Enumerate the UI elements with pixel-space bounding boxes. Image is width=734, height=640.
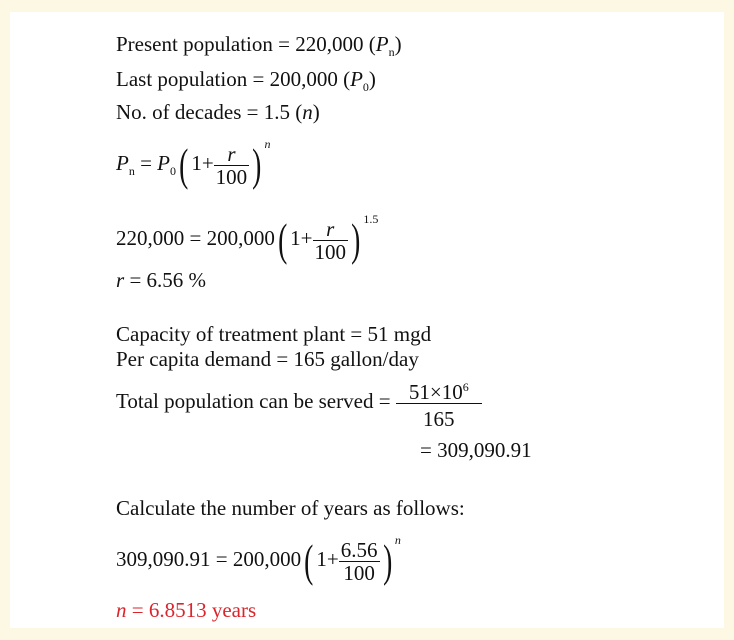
years-exponent: n: [394, 533, 401, 547]
total-population-result: = 309,090.91: [420, 438, 532, 462]
substitution-fraction: $\frac{r}{100}$: [314, 216, 347, 264]
years-fraction: $\frac{6.56}{100}$: [340, 537, 378, 585]
present-population-text: Present population = 220,000 (: [116, 32, 376, 56]
total-population-label: Total population can be served =: [116, 388, 391, 413]
formula-fraction: $\frac{r}{100}$: [215, 141, 248, 189]
formula-lhs-symbol: P: [116, 151, 129, 175]
present-population-symbol: P: [375, 32, 389, 56]
substitution-equation: 220,000 = 200,000( 1+ $\frac{r}{100}$ ) $^{1.5}$: [116, 212, 379, 266]
formula-exponent: n: [264, 137, 271, 151]
substitution-exponent: 1.5: [363, 212, 379, 226]
last-population-text: Last population = 200,000 (: [116, 67, 351, 91]
years-intro-line: Calculate the number of years as follows:: [116, 496, 465, 520]
decades-text: No. of decades = 1.5 (: [116, 100, 303, 124]
formula-lhs-subscript: n: [128, 164, 135, 178]
last-population-symbol: P: [350, 67, 363, 91]
growth-formula: $P_n = P_0$( 1+ $\frac{r}{100}$ ) $^n$: [116, 137, 271, 191]
years-answer: n = 6.8513 years: [116, 598, 257, 622]
decades-symbol: n: [302, 100, 313, 124]
per-capita-demand-line: Per capita demand = 165 gallon/day: [116, 347, 419, 371]
total-population-equation: [116, 376, 482, 436]
growth-rate-result: r = 6.56 %: [116, 268, 207, 292]
last-population-subscript: 0: [362, 80, 369, 94]
formula-rhs-symbol: P: [157, 151, 170, 175]
formula-one-plus: 1+: [191, 151, 214, 175]
last-population-line: Last population = 200,000 $(P_0)$: [116, 67, 376, 94]
formula-rhs-subscript: 0: [170, 164, 176, 178]
solution-page: [10, 12, 724, 628]
years-equation-lhs: 309,090.91 = 200,000: [116, 547, 302, 571]
total-population-fraction: $\frac{51\times 10^6}{165}$: [396, 376, 482, 430]
present-population-line: Present population = 220,000 $(P_n)$: [116, 32, 402, 59]
years-equation: 309,090.91 = 200,000( 1+ $\frac{6.56}{100}$ ) $^n$: [116, 533, 401, 587]
decades-line: No. of decades = 1.5 (n): [116, 100, 320, 124]
plant-capacity-line: Capacity of treatment plant = 51 mgd: [116, 322, 432, 346]
present-population-subscript: n: [388, 45, 395, 59]
substitution-lhs: 220,000 = 200,000: [116, 226, 275, 250]
